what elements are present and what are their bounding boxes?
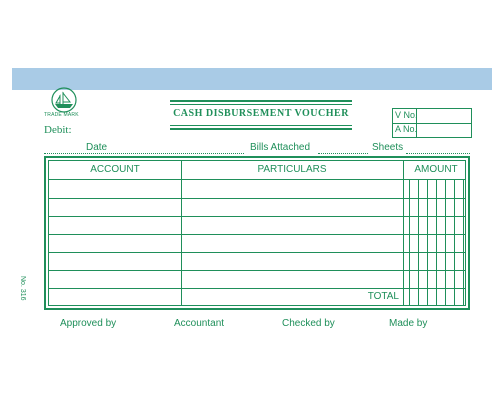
particulars-header: PARTICULARS — [257, 164, 327, 175]
voucher-title: CASH DISBURSEMENT VOUCHER — [173, 108, 349, 119]
account-header: ACCOUNT — [90, 164, 140, 175]
checked-by-label: Checked by — [282, 318, 335, 329]
amount-subcolumn-line — [409, 179, 410, 305]
cash-voucher-form — [12, 68, 492, 350]
date-dotted-line[interactable] — [44, 153, 244, 154]
amount-subcolumn-line — [427, 179, 428, 305]
amount-subcolumn-line — [454, 179, 455, 305]
sheets-dotted-line[interactable] — [406, 153, 470, 154]
v-no-row[interactable] — [393, 109, 471, 124]
table-row[interactable] — [49, 252, 465, 253]
a-no-label: A No. — [395, 124, 418, 134]
sheets-label: Sheets — [372, 142, 404, 153]
bills-attached-label: Bills Attached — [250, 142, 311, 153]
total-label: TOTAL — [367, 291, 399, 302]
accountant-label: Accountant — [174, 318, 225, 329]
voucher-table-inner — [48, 160, 466, 306]
debit-label: Debit: — [44, 124, 72, 136]
date-label: Date — [86, 142, 108, 153]
v-no-label: V No. — [395, 110, 418, 120]
bills-dotted-line[interactable] — [318, 153, 368, 154]
form-number: No. 316 — [19, 276, 26, 301]
table-row[interactable] — [49, 288, 465, 289]
trade-mark-label: TRADE MARK — [44, 112, 79, 118]
table-row[interactable] — [49, 216, 465, 217]
table-row[interactable] — [49, 270, 465, 271]
amount-header: AMOUNT — [414, 164, 458, 175]
amount-subcolumn-line — [463, 179, 464, 305]
amount-subcolumn-line — [418, 179, 419, 305]
table-row[interactable] — [49, 198, 465, 199]
voucher-table — [44, 156, 470, 310]
amount-subcolumn-line — [436, 179, 437, 305]
a-no-row[interactable] — [393, 123, 471, 137]
account-column-separator — [181, 161, 182, 305]
table-row[interactable] — [49, 234, 465, 235]
vno-separator — [416, 109, 417, 137]
voucher-number-table — [392, 108, 472, 138]
amount-subcolumn-line — [445, 179, 446, 305]
made-by-label: Made by — [389, 318, 428, 329]
title-box — [170, 100, 352, 130]
particulars-column-separator — [403, 161, 404, 305]
approved-by-label: Approved by — [60, 318, 117, 329]
top-band — [12, 68, 492, 90]
